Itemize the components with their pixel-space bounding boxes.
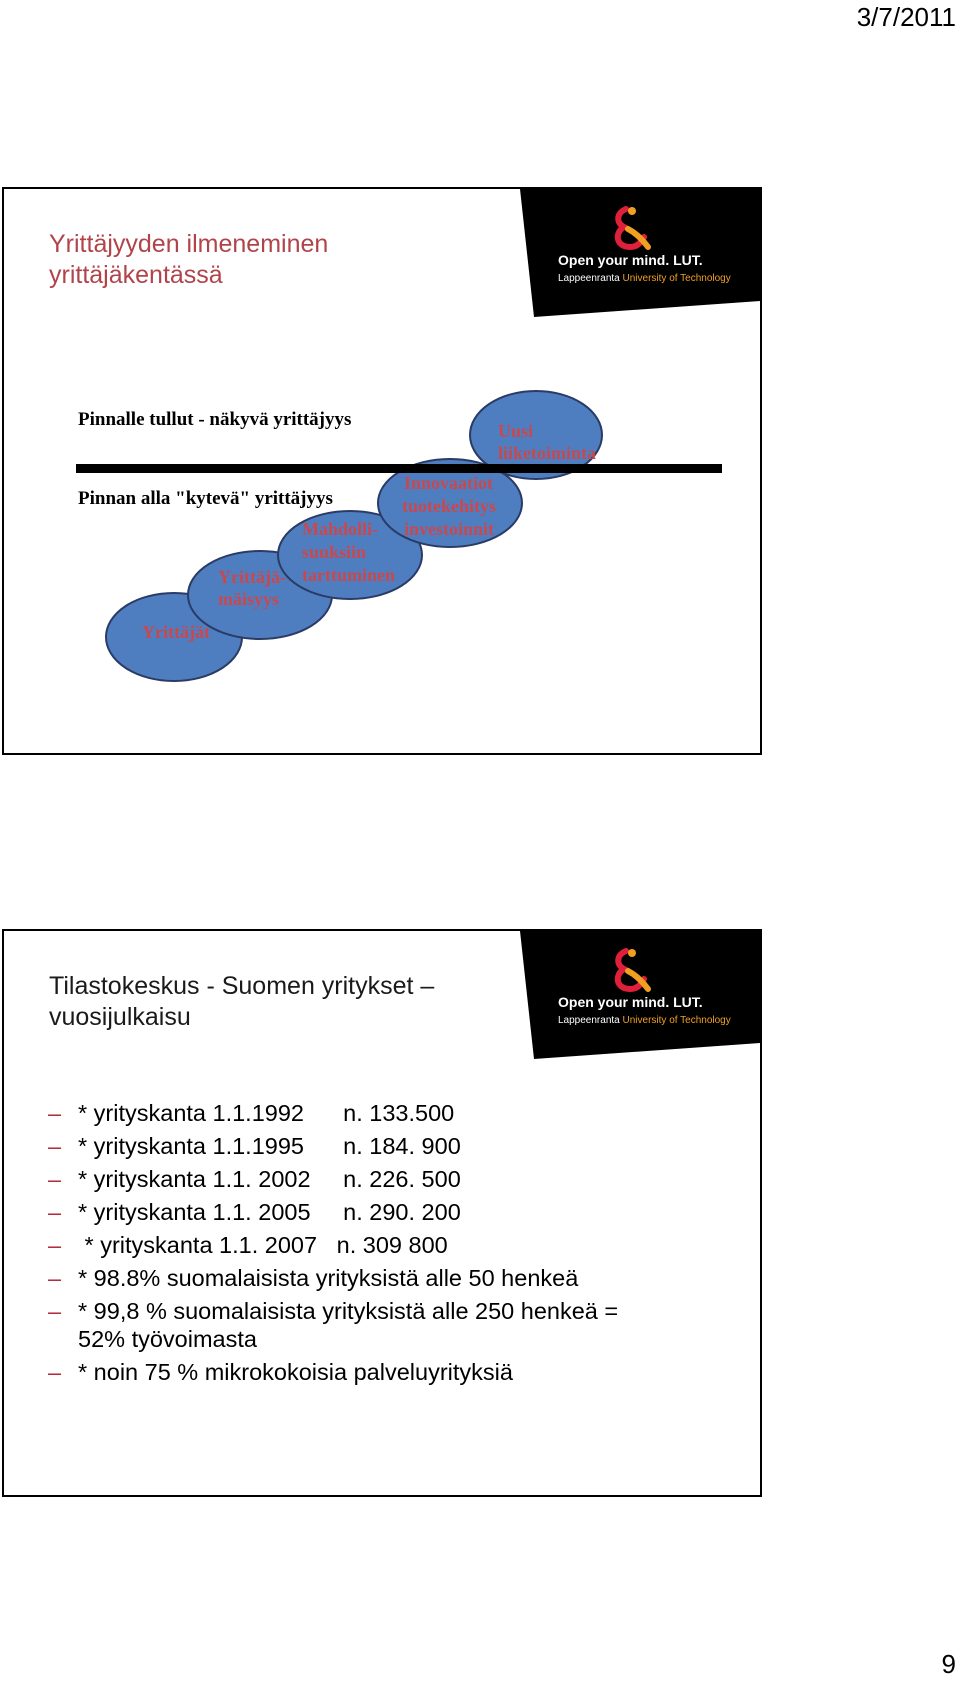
ellipse-label-opportunities-2: suuksiin [302, 542, 367, 562]
slide-statistics [2, 929, 762, 1497]
list-item: – * yrityskanta 1.1.1992 n. 133.500 [48, 1100, 455, 1126]
slide2-title: Tilastokeskus - Suomen yritykset – vuosijulkaisu [49, 972, 435, 1031]
list-item: – * noin 75 % mikrokokoisia palveluyrityksiä [48, 1359, 513, 1385]
list-item: – * yrityskanta 1.1. 2005 n. 290. 200 [48, 1199, 461, 1225]
ellipse-label-innovations-2: tuotekehitys [402, 496, 496, 516]
list-item: – * yrityskanta 1.1.1995 n. 184. 900 [48, 1133, 461, 1159]
label-hidden-entrepreneurship: Pinnan alla "kytevä" yrittäjyys [78, 488, 333, 509]
ellipse-label-entrepreneurs: Yrittäjät [142, 622, 210, 642]
slide-entrepreneurship-field [2, 187, 762, 755]
list-item: – * yrityskanta 1.1. 2007 n. 309 800 [48, 1232, 448, 1258]
entrepreneurship-diagram [4, 189, 762, 755]
ellipse-label-spirit-2: mäisyys [218, 589, 280, 609]
list-item: – * yrityskanta 1.1. 2002 n. 226. 500 [48, 1166, 461, 1192]
logo-university: Lappeenranta University of Technology [558, 273, 731, 284]
logo-university: Lappeenranta University of Technology [558, 1015, 731, 1026]
page-number: 9 [941, 1649, 956, 1679]
ellipse-label-new-business-1: Uusi [498, 421, 534, 441]
surface-line [76, 464, 722, 473]
lut-logo-banner [520, 931, 760, 1059]
list-item: – * 98.8% suomalaisista yrityksistä alle 50 henkeä [48, 1265, 579, 1291]
logo-tagline: Open your mind. LUT. [558, 994, 703, 1010]
ellipse-label-innovations-3: investoinnit [404, 519, 495, 539]
ellipse-label-opportunities-3: tarttuminen [302, 565, 395, 585]
ellipse-label-new-business-2: liiketoiminta [498, 443, 596, 463]
ellipse-label-opportunities-1: Mahdolli- [302, 519, 379, 539]
slide1-title: Yrittäjyyden ilmeneminen yrittäjäkentässä [49, 230, 329, 289]
ellipse-label-innovations-1: Innovaatiot [404, 473, 494, 493]
statistics-list [48, 1099, 728, 1391]
ellipse-label-spirit-1: Yrittäjä- [218, 567, 286, 587]
list-item: – * 99,8 % suomalaisista yrityksistä alle 250 henkeä = 52% työvoimasta [48, 1298, 619, 1352]
logo-tagline: Open your mind. LUT. [558, 252, 703, 268]
page-date: 3/7/2011 [856, 2, 956, 32]
label-visible-entrepreneurship: Pinnalle tullut - näkyvä yrittäjyys [78, 409, 352, 430]
